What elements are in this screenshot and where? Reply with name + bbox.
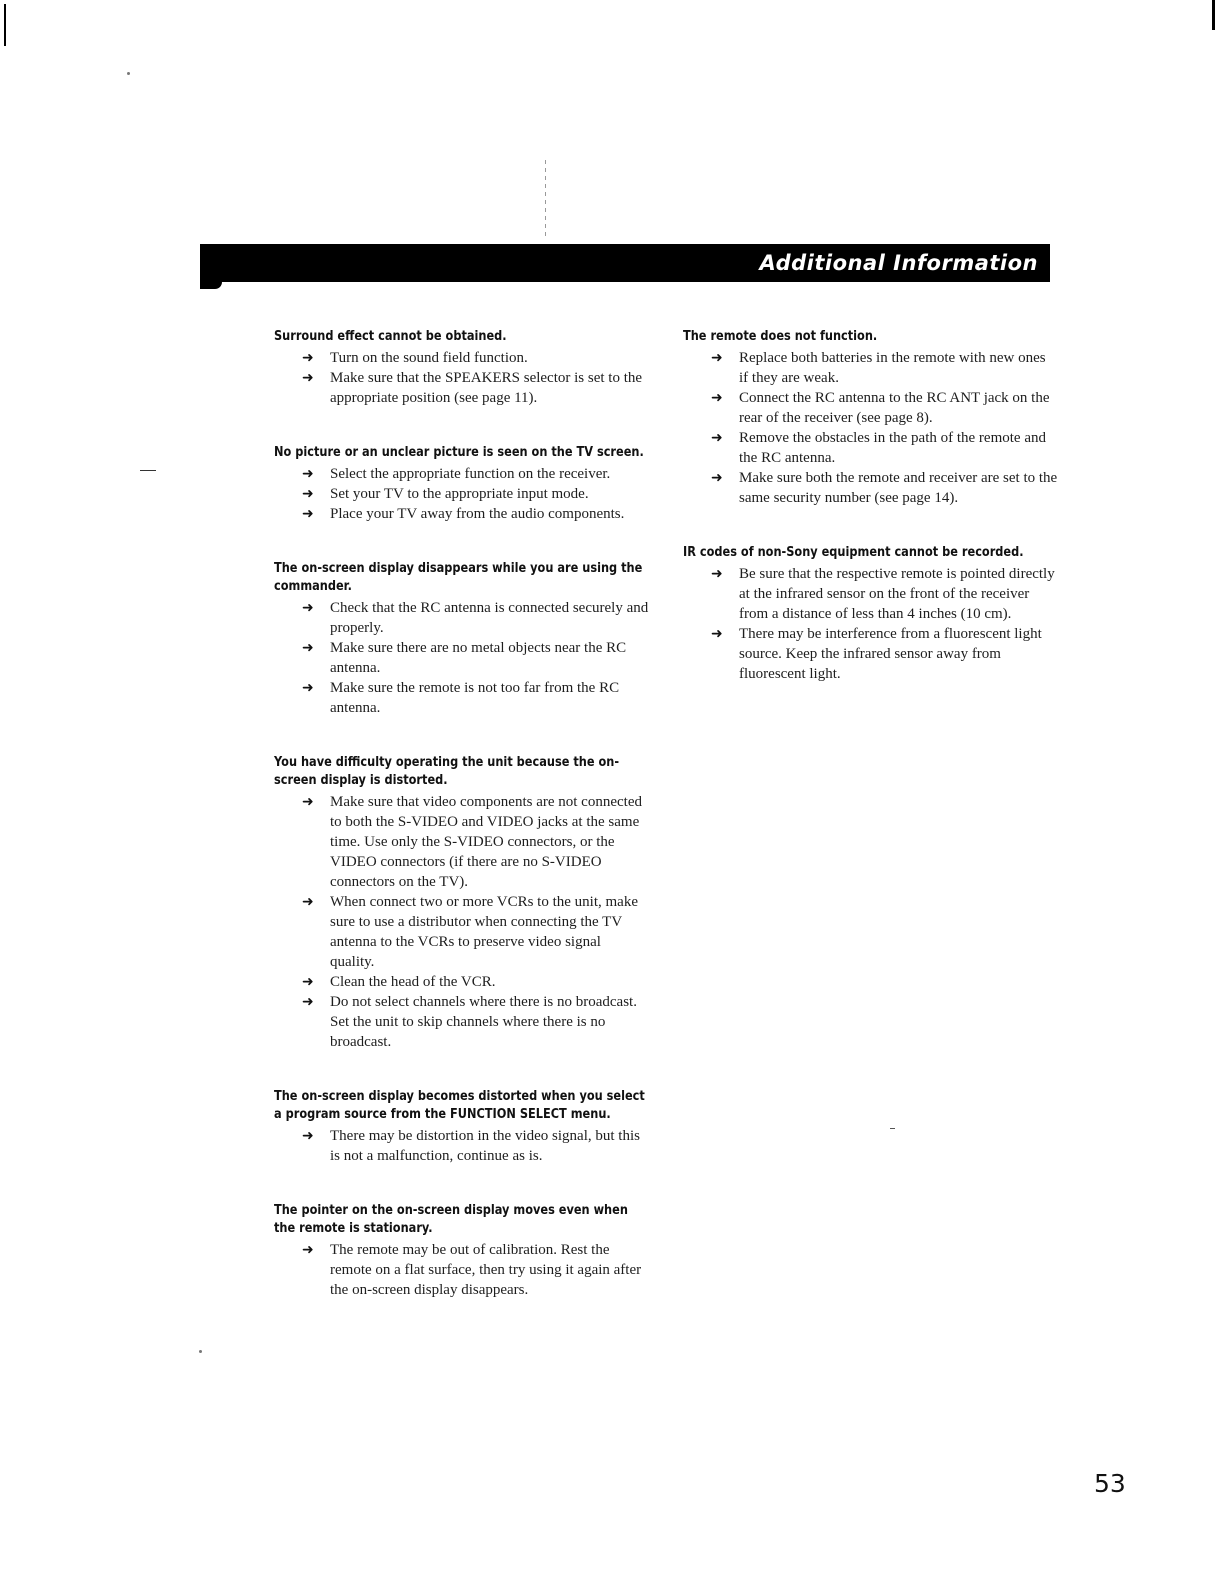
solution-list <box>274 598 649 718</box>
solution-item <box>274 972 649 992</box>
troubleshooting-section <box>274 328 649 408</box>
right-arrow-icon: ➜ <box>302 370 314 386</box>
right-column <box>683 328 1058 720</box>
solution-text: Clean the head of the VCR. <box>330 974 496 990</box>
solution-item <box>274 1126 649 1166</box>
solution-list <box>274 1126 649 1166</box>
solution-text: Turn on the sound field function. <box>330 350 528 366</box>
solution-text: Replace both batteries in the remote with new ones if they are weak. <box>739 350 1046 386</box>
solution-text: Make sure there are no metal objects near the RC antenna. <box>330 640 627 676</box>
solution-text: Connect the RC antenna to the RC ANT jack on the rear of the receiver (see page 8). <box>739 390 1050 426</box>
right-arrow-icon: ➜ <box>302 350 314 366</box>
solution-item <box>274 792 649 892</box>
troubleshooting-section <box>274 1088 649 1166</box>
solution-text: Be sure that the respective remote is pointed directly at the infrared sensor on the front of the receiver from a distance of less than 4 inches (10 cm). <box>739 566 1055 622</box>
right-arrow-icon: ➜ <box>302 974 314 990</box>
solution-item <box>274 348 649 368</box>
problem-heading: Surround effect cannot be obtained. <box>274 329 507 344</box>
solution-item <box>683 428 1058 468</box>
solution-item <box>274 504 649 524</box>
solution-text: Make sure that the SPEAKERS selector is set to the appropriate position (see page 11). <box>330 370 643 406</box>
crop-mark <box>545 160 546 240</box>
problem-heading: The pointer on the on-screen display moves even when the remote is stationary. <box>274 1203 628 1236</box>
right-arrow-icon: ➜ <box>302 466 314 482</box>
problem-heading: The remote does not function. <box>683 329 878 344</box>
right-arrow-icon: ➜ <box>302 486 314 502</box>
troubleshooting-section <box>274 1202 649 1300</box>
solution-text: Place your TV away from the audio components. <box>330 506 625 522</box>
solution-text: Remove the obstacles in the path of the remote and the RC antenna. <box>739 430 1046 466</box>
scan-edge-mark <box>1212 0 1215 30</box>
right-arrow-icon: ➜ <box>711 350 723 366</box>
solution-text: Check that the RC antenna is connected securely and properly. <box>330 600 649 636</box>
troubleshooting-section <box>274 444 649 524</box>
problem-heading: The on-screen display becomes distorted when you select a program source from the FUNCTION SELECT menu. <box>274 1089 645 1122</box>
scan-edge-mark <box>4 4 6 46</box>
section-header-bar <box>200 244 1050 282</box>
right-arrow-icon: ➜ <box>711 390 723 406</box>
solution-item <box>683 348 1058 388</box>
right-arrow-icon: ➜ <box>302 506 314 522</box>
solution-item <box>274 638 649 678</box>
solution-item <box>274 464 649 484</box>
page-number: 53 <box>1094 1469 1126 1498</box>
left-column <box>274 328 649 1336</box>
problem-heading: No picture or an unclear picture is seen on the TV screen. <box>274 445 644 460</box>
solution-text: When connect two or more VCRs to the unit, make sure to use a distributor when connecting the TV antenna to the VCRs to preserve video signal quality. <box>330 894 638 970</box>
solution-list <box>274 348 649 408</box>
solution-text: There may be distortion in the video signal, but this is not a malfunction, continue as is. <box>330 1128 640 1164</box>
solution-text: There may be interference from a fluorescent light source. Keep the infrared sensor away from fluorescent light. <box>739 626 1042 682</box>
right-arrow-icon: ➜ <box>302 600 314 616</box>
solution-list <box>274 792 649 1052</box>
solution-list <box>274 464 649 524</box>
troubleshooting-section <box>683 328 1058 508</box>
solution-text: The remote may be out of calibration. Rest the remote on a flat surface, then try using it again after the on-screen display disappears. <box>330 1242 642 1298</box>
right-arrow-icon: ➜ <box>302 680 314 696</box>
right-arrow-icon: ➜ <box>302 794 314 810</box>
solution-item <box>683 468 1058 508</box>
right-arrow-icon: ➜ <box>302 640 314 656</box>
right-arrow-icon: ➜ <box>302 994 314 1010</box>
solution-item <box>683 564 1058 624</box>
right-arrow-icon: ➜ <box>711 470 723 486</box>
solution-item <box>274 992 649 1052</box>
solution-text: Set your TV to the appropriate input mode. <box>330 486 589 502</box>
troubleshooting-section <box>274 560 649 718</box>
troubleshooting-section <box>274 754 649 1052</box>
solution-text: Select the appropriate function on the receiver. <box>330 466 611 482</box>
right-arrow-icon: ➜ <box>711 566 723 582</box>
solution-item <box>274 484 649 504</box>
right-arrow-icon: ➜ <box>302 1242 314 1258</box>
solution-item <box>274 678 649 718</box>
solution-item <box>683 388 1058 428</box>
problem-heading: IR codes of non-Sony equipment cannot be recorded. <box>683 545 1024 560</box>
troubleshooting-section <box>683 544 1058 684</box>
problem-heading: You have difficulty operating the unit because the on-screen display is distorted. <box>274 755 620 788</box>
right-arrow-icon: ➜ <box>711 626 723 642</box>
solution-item <box>274 368 649 408</box>
solution-list <box>683 564 1058 684</box>
solution-item <box>274 598 649 638</box>
solution-list <box>274 1240 649 1300</box>
solution-item <box>683 624 1058 684</box>
solution-item <box>274 1240 649 1300</box>
right-arrow-icon: ➜ <box>711 430 723 446</box>
section-header-title: Additional Information <box>759 251 1038 275</box>
solution-text: Do not select channels where there is no broadcast. Set the unit to skip channels where there is no broadcast. <box>330 994 637 1050</box>
right-arrow-icon: ➜ <box>302 1128 314 1144</box>
solution-text: Make sure both the remote and receiver are set to the same security number (see page 14). <box>739 470 1058 506</box>
problem-heading: The on-screen display disappears while you are using the commander. <box>274 561 643 594</box>
right-arrow-icon: ➜ <box>302 894 314 910</box>
solution-text: Make sure the remote is not too far from the RC antenna. <box>330 680 620 716</box>
solution-item <box>274 892 649 972</box>
solution-text: Make sure that video components are not connected to both the S-VIDEO and VIDEO jacks at the same time. Use only the S-VIDEO connectors, or the VIDEO connectors (if there are no S-VIDEO connectors on the TV). <box>330 794 642 890</box>
solution-list <box>683 348 1058 508</box>
